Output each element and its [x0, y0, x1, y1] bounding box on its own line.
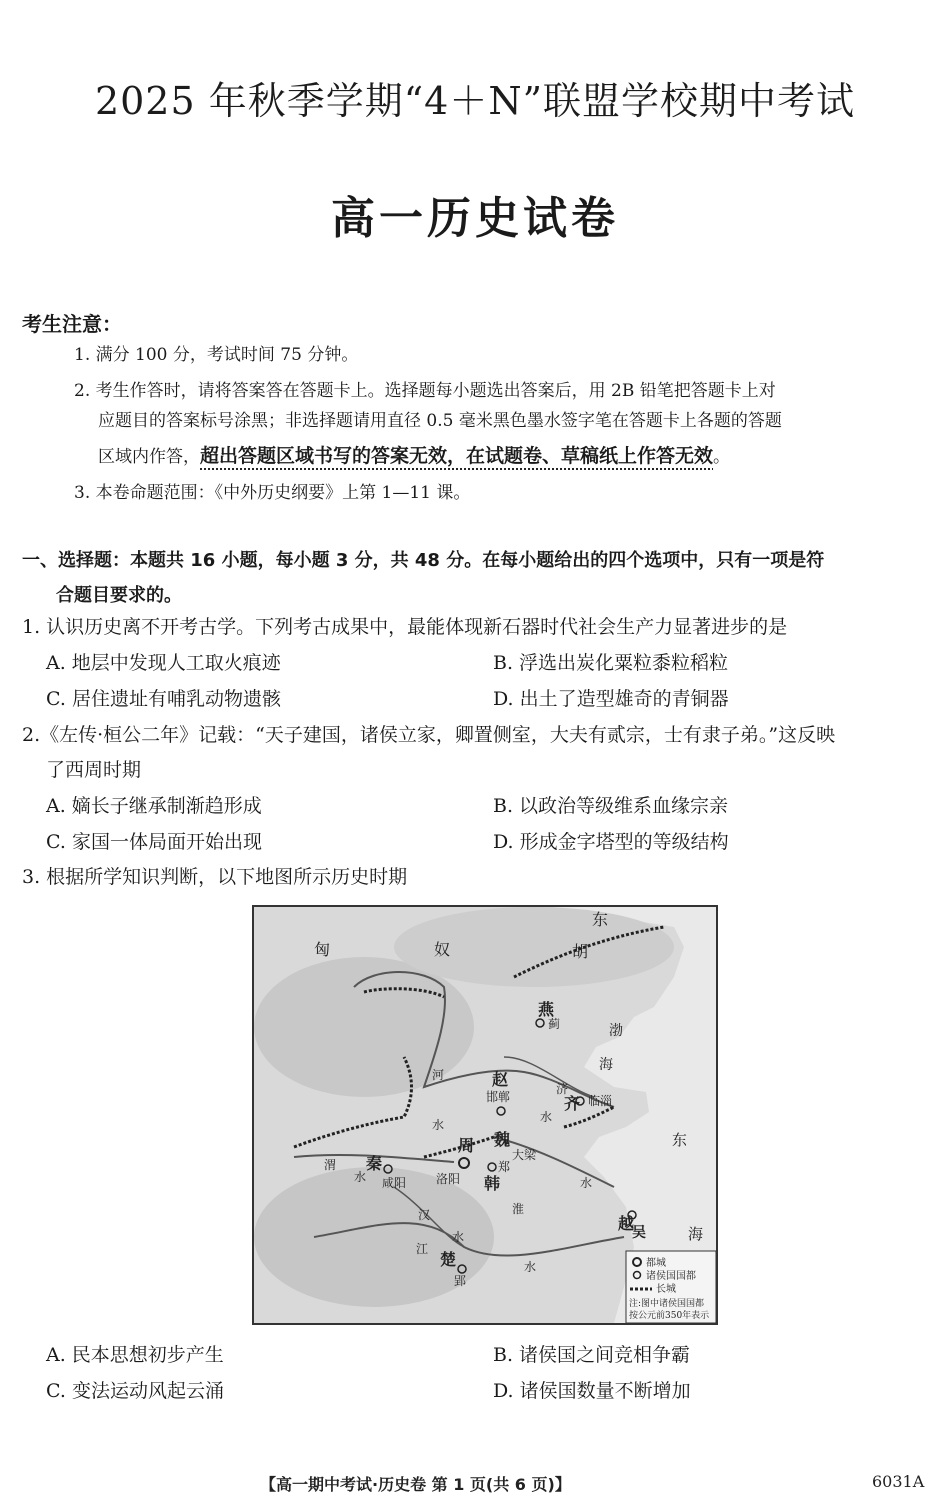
label-city-ji: 蓟 [548, 1017, 561, 1031]
map-legend [626, 1251, 716, 1323]
question-2-option-c: C. 家国一体局面开始出现 [46, 831, 262, 853]
notice-item-3: 3. 本卷命题范围：《中外历史纲要》上第 1—11 课。 [74, 483, 471, 503]
label-river-huai-2: 水 [580, 1176, 593, 1190]
legend-note-line-1: 注:图中诸侯国国都 [629, 1299, 705, 1309]
label-bohai-2: 海 [599, 1057, 613, 1073]
question-2-option-d: D. 形成金字塔型的等级结构 [493, 831, 729, 853]
exam-title: 2025 年秋季学期“4＋N”联盟学校期中考试 [94, 79, 856, 123]
city-marker-ji [536, 1019, 544, 1027]
notice-item-2-prefix: 区域内作答， [98, 447, 200, 467]
label-river-huai-1: 淮 [512, 1202, 525, 1216]
question-1-option-a: A. 地层中发现人工取火痕迹 [46, 652, 281, 674]
question-3-option-a: A. 民本思想初步产生 [46, 1344, 224, 1366]
label-city-xianyang: 咸阳 [382, 1176, 407, 1190]
section-heading: 一、选择题：本题共 16 小题，每小题 3 分，共 48 分。在每小题给出的四个选项中，只有一项是符 [22, 550, 825, 571]
legend-capital-label: 都城 [646, 1258, 666, 1269]
question-2-option-a: A. 嫡长子继承制渐趋形成 [46, 795, 262, 817]
label-city-daliang: 大梁 [512, 1148, 537, 1162]
notice-item-2-line-1: 2. 考生作答时，请将答案答在答题卡上。选择题每小题选出答案后，用 2B 铅笔把答题卡上对 [74, 381, 776, 401]
label-state-qin: 秦 [366, 1154, 383, 1173]
label-river-jiang-1: 江 [416, 1242, 429, 1256]
label-state-qi: 齐 [564, 1094, 581, 1113]
question-3-option-c: C. 变法运动风起云涌 [46, 1380, 224, 1402]
notice-item-2-line-2: 应题目的答案标号涂黑；非选择题请用直径 0.5 毫米黑色墨水签字笔在答题卡上各题的答题 [98, 411, 782, 431]
label-city-zheng: 郑 [498, 1160, 511, 1174]
question-3-stem: 3. 根据所学知识判断，以下地图所示历史时期 [22, 866, 408, 888]
question-1-option-c: C. 居住遗址有哺乳动物遗骸 [46, 688, 281, 710]
label-state-zhao: 赵 [492, 1070, 509, 1089]
label-donghai-1: 东 [672, 1131, 688, 1149]
label-state-zhou: 周 [458, 1136, 475, 1155]
label-state-han: 韩 [484, 1174, 501, 1193]
label-river-he-1: 河 [432, 1068, 445, 1082]
section-heading-cont: 合题目要求的。 [56, 585, 182, 606]
question-3-option-b: B. 诸侯国之间竞相争霸 [493, 1344, 691, 1366]
notice-item-1: 1. 满分 100 分，考试时间 75 分钟。 [74, 345, 359, 365]
question-3-option-d: D. 诸侯国数量不断增加 [493, 1380, 691, 1402]
label-state-yan: 燕 [538, 1000, 555, 1019]
label-bohai-1: 渤 [609, 1023, 623, 1039]
legend-wall-label: 长城 [656, 1284, 676, 1295]
notice-item-2-line-3 [98, 444, 730, 469]
paper-code: 6031A [872, 1472, 925, 1491]
label-river-jiang-2: 水 [524, 1260, 537, 1274]
label-river-han-2: 水 [452, 1230, 465, 1244]
question-2-option-b: B. 以政治等级维系血缘宗亲 [493, 795, 729, 817]
label-river-he-2: 水 [432, 1118, 445, 1132]
label-city-ying: 郢 [454, 1274, 467, 1288]
notice-heading: 考生注意： [22, 312, 122, 336]
label-donghai-2: 海 [688, 1225, 704, 1243]
label-xiongnu-1: 匈 [314, 940, 331, 959]
label-donghu-2: 胡 [572, 942, 589, 961]
city-marker-zheng [488, 1163, 496, 1171]
ji-river [504, 1057, 594, 1097]
legend-note-line-2: 按公元前350年表示 [629, 1311, 710, 1321]
question-1-option-b: B. 浮选出炭化粟粒黍粒稻粒 [493, 652, 729, 674]
label-city-wu: 吴 [632, 1225, 646, 1241]
label-donghu-1: 东 [592, 910, 609, 929]
label-river-ji-2: 水 [540, 1110, 553, 1124]
legend-state-capital-label: 诸侯国国都 [646, 1271, 696, 1282]
label-city-linzi: 临淄 [588, 1094, 613, 1108]
label-state-wei: 魏 [494, 1130, 511, 1149]
label-river-wei-1: 渭 [324, 1158, 337, 1172]
page-footer: 【高一期中考试·历史卷 第 1 页(共 6 页)】 [260, 1475, 571, 1494]
label-river-han-1: 汉 [418, 1208, 431, 1222]
city-marker-luoyang [459, 1158, 469, 1168]
label-state-chu: 楚 [440, 1250, 457, 1269]
city-marker-handan [497, 1107, 505, 1115]
label-city-luoyang: 洛阳 [436, 1172, 461, 1186]
question-1-stem: 1. 认识历史离不开考古学。下列考古成果中，最能体现新石器时代社会生产力显著进步的是 [22, 616, 788, 638]
label-state-yue: 越 [618, 1214, 635, 1233]
label-river-ji-1: 济 [556, 1082, 569, 1096]
warring-states-map [252, 905, 718, 1325]
question-1-option-d: D. 出土了造型雄奇的青铜器 [493, 688, 729, 710]
label-river-wei-2: 水 [354, 1170, 367, 1184]
question-2-stem-cont: 了西周时期 [46, 759, 142, 781]
notice-item-2-suffix: 。 [713, 447, 731, 467]
paper-subtitle: 高一历史试卷 [331, 193, 619, 244]
label-city-handan: 邯郸 [486, 1090, 511, 1104]
question-2-stem: 2.《左传·桓公二年》记载：“天子建国，诸侯立家，卿置侧室，大夫有贰宗，士有隶子弟。”这反映 [22, 724, 836, 746]
map-svg [254, 907, 716, 1323]
notice-emphasis: 超出答题区域书写的答案无效，在试题卷、草稿纸上作答无效 [200, 445, 714, 467]
label-xiongnu-2: 奴 [434, 940, 451, 959]
